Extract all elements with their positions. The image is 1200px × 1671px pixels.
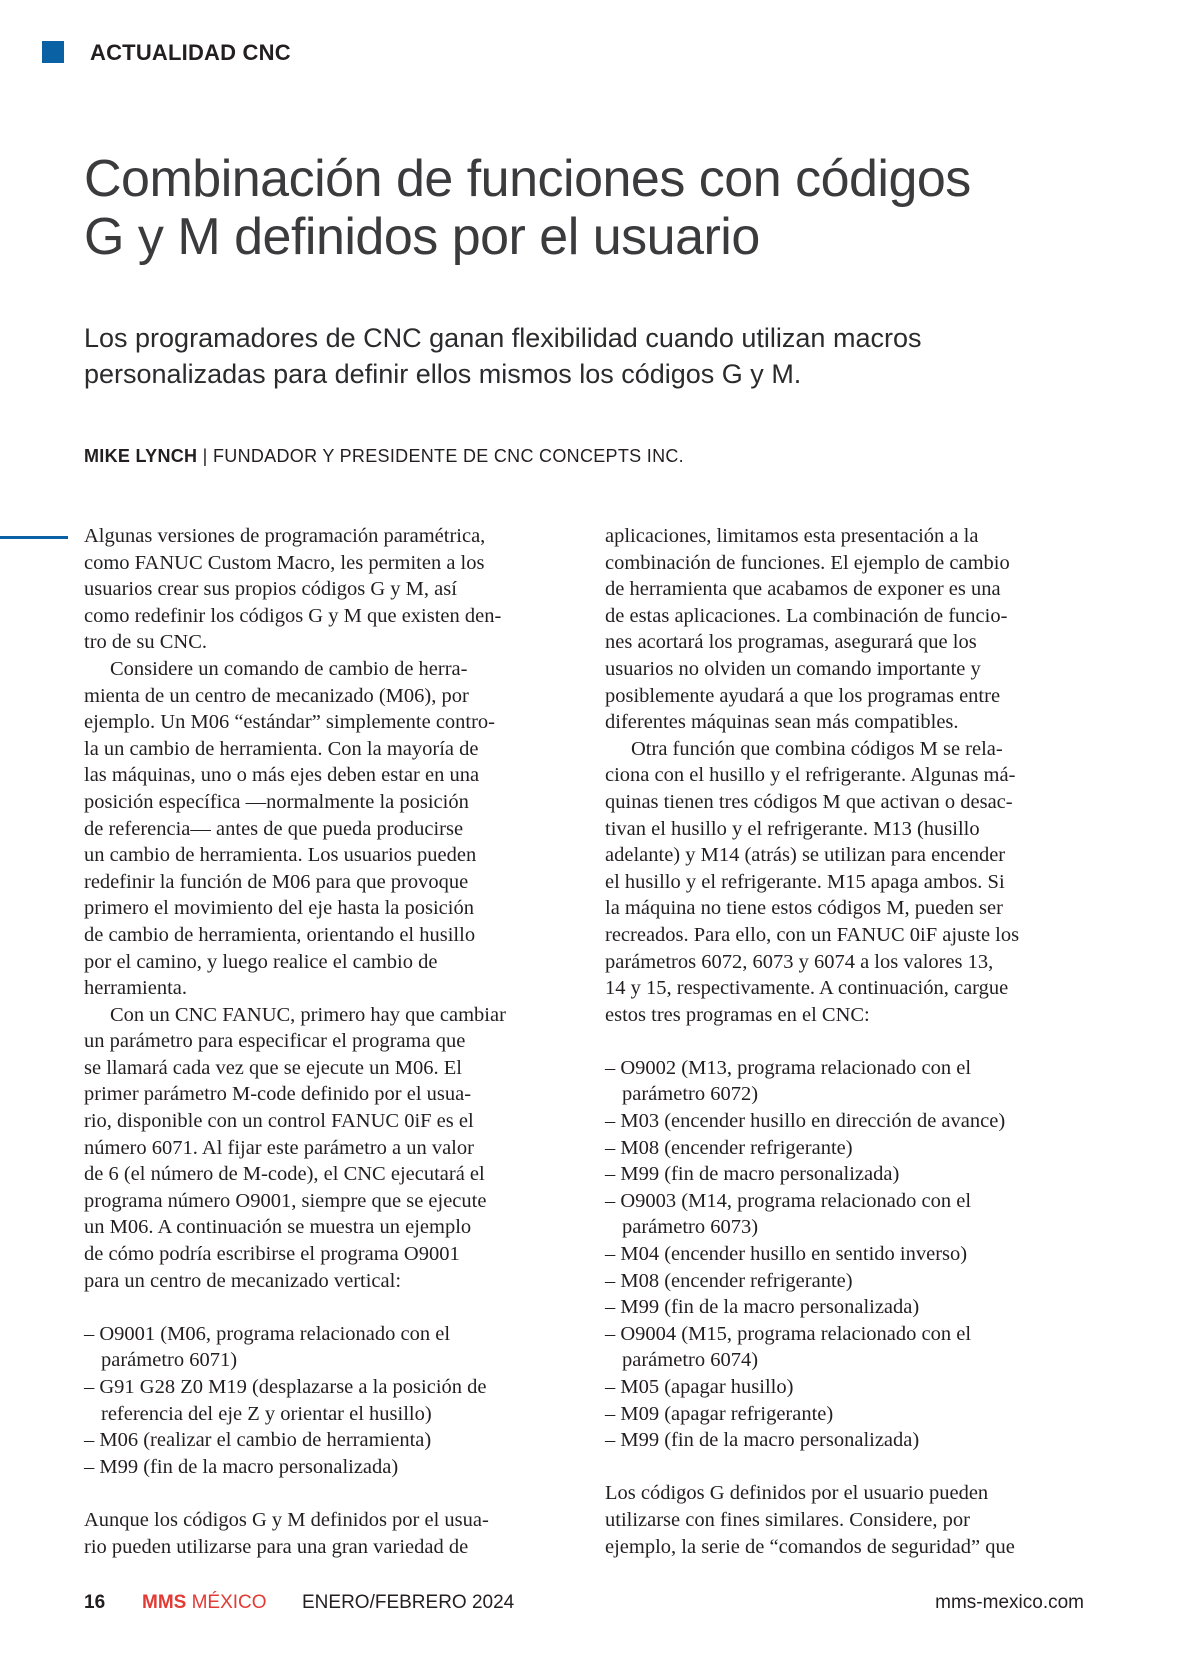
magazine-brand [142,1592,267,1614]
title-line: Combinación de funciones con códigos [84,150,971,208]
brand-bold: MMS [142,1592,187,1613]
list-item: – M06 (realizar el cambio de herramienta) [84,1429,432,1452]
body-line: herramienta. [84,977,188,1000]
body-line: el husillo y el refrigerante. M15 apaga ambos. Si [605,870,1005,893]
body-line: de cómo podría escribirse el programa O9001 [84,1243,460,1266]
body-line: aplicaciones, limitamos esta presentación a la [605,525,979,547]
body-line: primer parámetro M-code definido por el usua- [84,1083,472,1106]
body-line: un parámetro para especificar el programa que [84,1030,466,1053]
byline-separator: | [202,446,208,466]
body-line: ejemplo, la serie de “comandos de seguridad” que [605,1535,1015,1558]
author-role: FUNDADOR Y PRESIDENTE DE CNC CONCEPTS INC. [212,446,684,466]
body-line: Con un CNC FANUC, primero hay que cambiar [110,1003,506,1026]
list-item-continuation: parámetro 6073) [622,1216,759,1239]
body-line: de referencia— antes de que pueda producirse [84,817,464,840]
subtitle-line: personalizadas para definir ellos mismos los códigos G y M. [84,359,802,389]
list-item: – M99 (fin de la macro personalizada) [605,1296,920,1319]
list-item: – O9004 (M15, programa relacionado con el [605,1322,972,1345]
list-item: – M99 (fin de macro personalizada) [605,1163,900,1186]
paragraph-gap [84,1294,564,1321]
body-line: redefinir la función de M06 para que provoque [84,870,469,893]
list-item-continuation: parámetro 6072) [622,1083,759,1106]
body-line: Algunas versiones de programación paramétrica, [84,525,486,547]
body-line: por el camino, y luego realice el cambio de [84,950,438,973]
body-line: 14 y 15, respectivamente. A continuación, cargue [605,977,1009,1000]
body-line: rio pueden utilizarse para una gran variedad de [84,1535,469,1558]
body-line: las máquinas, uno o más ejes deben estar en una [84,764,480,787]
body-line: parámetros 6072, 6073 y 6074 a los valores 13, [605,950,994,973]
body-line: usuarios no olviden un comando importante y [605,657,981,680]
body-line: de cambio de herramienta, orientando el husillo [84,923,476,946]
body-line: estos tres programas en el CNC: [605,1003,870,1026]
list-item: – M99 (fin de la macro personalizada) [605,1429,920,1452]
byline [84,446,684,467]
page-footer [0,1592,1200,1622]
list-item-continuation: parámetro 6074) [622,1349,759,1372]
body-column-left [84,523,564,1560]
list-item: – O9003 (M14, programa relacionado con el [605,1189,972,1212]
body-line: un M06. A continuación se muestra un ejemplo [84,1216,472,1239]
list-item: – G91 G28 Z0 M19 (desplazarse a la posición de [84,1376,487,1398]
body-line: se llamará cada vez que se ejecute un M06. El [84,1056,462,1079]
article-subtitle [84,320,1084,392]
section-label: ACTUALIDAD CNC [90,40,291,65]
article-title [84,150,1084,266]
body-line: adelante) y M14 (atrás) se utilizan para encender [605,844,1006,867]
brand-light: MÉXICO [191,1592,267,1613]
body-line: quinas tienen tres códigos M que activan o desac- [605,790,1013,813]
body-line: de herramienta que acabamos de exponer es una [605,578,1001,601]
list-item: – M08 (encender refrigerante) [605,1136,853,1159]
body-line: rio, disponible con un control FANUC 0iF es el [84,1110,474,1133]
body-line: como redefinir los códigos G y M que existen den- [84,604,502,627]
list-item: – O9002 (M13, programa relacionado con el [605,1056,972,1079]
body-line: usuarios crear sus propios códigos G y M, así [84,578,457,601]
list-item: – M08 (encender refrigerante) [605,1269,853,1292]
body-line: combinación de funciones. El ejemplo de cambio [605,551,1010,574]
body-line: número 6071. Al fijar este parámetro a un valor [84,1136,474,1159]
body-line: un cambio de herramienta. Los usuarios pueden [84,844,477,867]
body-line: programa número O9001, siempre que se ejecute [84,1189,487,1212]
page-number: 16 [84,1592,106,1613]
paragraph-gap [84,1480,564,1507]
body-line: ejemplo. Un M06 “estándar” simplemente contro- [84,711,496,734]
body-line: Aunque los códigos G y M definidos por el usua- [84,1508,489,1531]
body-line: Considere un comando de cambio de herra- [110,657,468,680]
body-line: Otra función que combina códigos M se rela- [631,737,1003,760]
issue-date: ENERO/FEBRERO 2024 [302,1592,515,1613]
list-item: – O9001 (M06, programa relacionado con el [84,1322,451,1345]
author-name: MIKE LYNCH [84,446,198,466]
subtitle-line: Los programadores de CNC ganan flexibilidad cuando utilizan macros [84,323,922,353]
body-line: Los códigos G definidos por el usuario pueden [605,1482,989,1505]
body-line: tro de su CNC. [84,631,207,654]
list-item-continuation: referencia del eje Z y orientar el husillo) [101,1402,432,1425]
body-line: como FANUC Custom Macro, les permiten a los [84,551,485,574]
body-line: posiblemente ayudará a que los programas entre [605,684,1001,707]
paragraph-gap [605,1454,1085,1481]
body-line: mienta de un centro de mecanizado (M06), por [84,684,469,707]
body-line: diferentes máquinas sean más compatibles. [605,711,959,734]
body-line: la máquina no tiene estos códigos M, pueden ser [605,897,1003,920]
body-line: posición específica —normalmente la posición [84,790,469,813]
list-item: – M04 (encender husillo en sentido inverso) [605,1243,968,1266]
body-line: nes acortará los programas, asegurará que los [605,631,977,654]
body-line: para un centro de mecanizado vertical: [84,1269,402,1292]
list-item: – M99 (fin de la macro personalizada) [84,1455,399,1478]
body-line: ciona con el husillo y el refrigerante. Algunas má- [605,764,1016,787]
body-line: utilizarse con fines similares. Considere, por [605,1508,970,1531]
body-line: tivan el husillo y el refrigerante. M13 (husillo [605,817,980,840]
list-item: – M05 (apagar husillo) [605,1376,794,1398]
title-line: G y M definidos por el usuario [84,208,760,266]
body-line: la un cambio de herramienta. Con la mayoría de [84,737,479,760]
paragraph-gap [605,1028,1085,1055]
body-line: de estas aplicaciones. La combinación de funcio- [605,604,1008,627]
column-start-rule [0,536,68,539]
list-item: – M03 (encender husillo en dirección de avance) [605,1110,1006,1133]
list-item: – M09 (apagar refrigerante) [605,1402,834,1425]
section-marker [42,41,64,63]
body-column-right [605,523,1085,1560]
website-link[interactable]: mms-mexico.com [935,1592,1084,1613]
list-item-continuation: parámetro 6071) [101,1349,238,1372]
body-line: primero el movimiento del eje hasta la posición [84,897,474,920]
body-line: de 6 (el número de M-code), el CNC ejecutará el [84,1163,485,1186]
body-line: recreados. Para ello, con un FANUC 0iF ajuste los [605,923,1020,946]
